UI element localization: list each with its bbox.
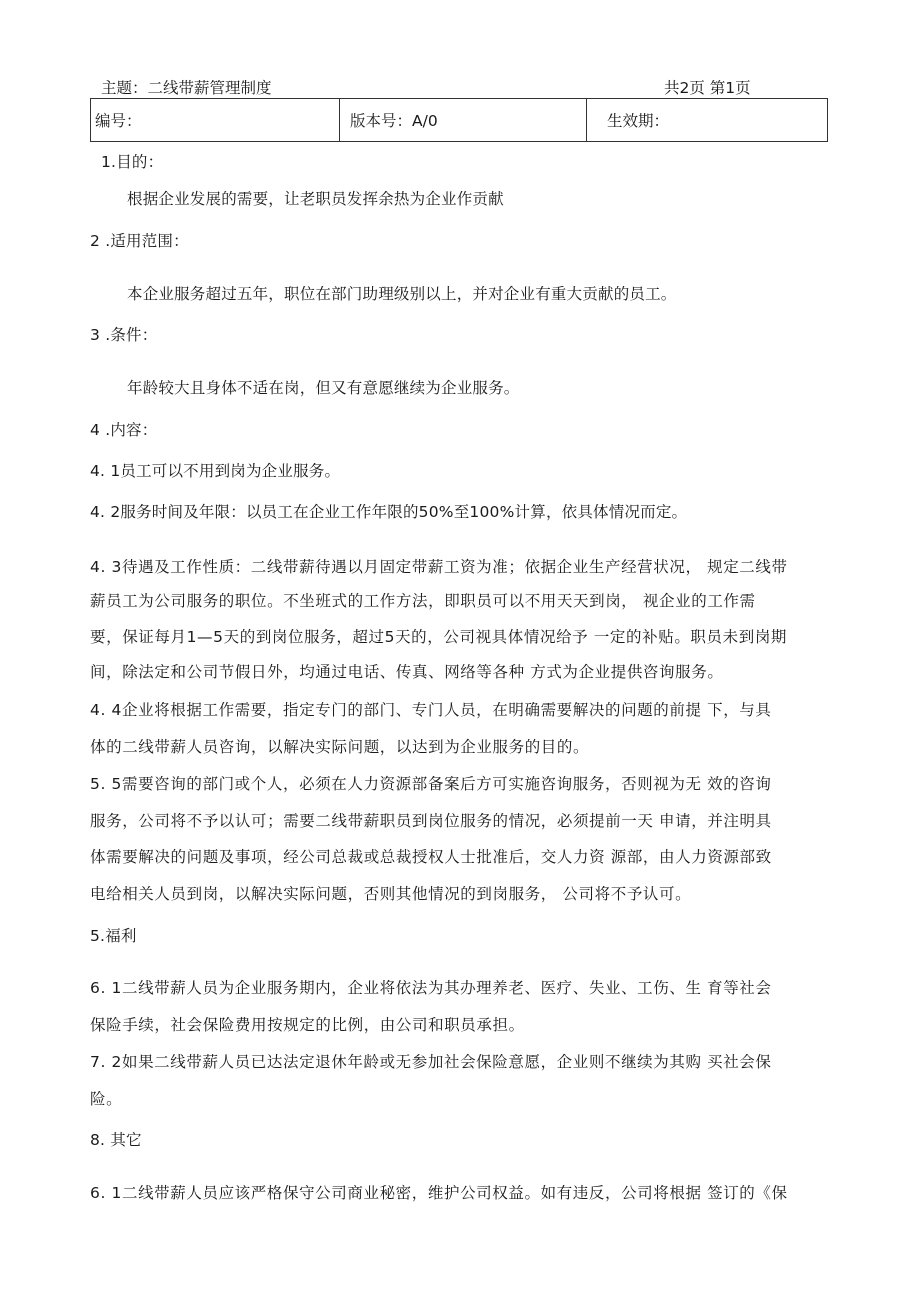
effective-date-cell: 生效期： bbox=[587, 99, 828, 142]
clause-5-5-line: 体需要解决的问题及事项，经公司总裁或总裁授权人士批准后，交人力资 源部，由人力资源部致 bbox=[90, 848, 772, 866]
section-4-title: 4 .内容： bbox=[90, 421, 158, 439]
document-meta-table bbox=[90, 98, 828, 142]
clause-6-1-line: 保险手续，社会保险费用按规定的比例，由公司和职员承担。 bbox=[90, 1016, 525, 1034]
section-5-title: 5.福利 bbox=[90, 927, 137, 945]
clause-4-3-line: 要，保证每月1—5天的到岗位服务，超过5天的，公司视具体情况给予 一定的补贴。职员未到岗期 bbox=[90, 628, 788, 646]
clause-7-2-line: 7. 2如果二线带薪人员已达法定退休年龄或无参加社会保险意愿，企业则不继续为其购 买社会保 bbox=[90, 1053, 772, 1071]
version-cell: 版本号：A/0 bbox=[340, 99, 587, 142]
clause-4-3-line: 薪员工为公司服务的职位。不坐班式的工作方法，即职员可以不用天天到岗， 视企业的工作需 bbox=[90, 592, 756, 610]
clause-6-1-line: 6. 1二线带薪人员为企业服务期内，企业将依法为其办理养老、医疗、失业、工伤、生 育等社会 bbox=[90, 979, 772, 997]
clause-4-3-line: 间，除法定和公司节假日外，均通过电话、传真、网络等各种 方式为企业提供咨询服务。 bbox=[90, 663, 724, 681]
clause-4-2: 4. 2服务时间及年限：以员工在企业工作年限的50%至100%计算，依具体情况而定。 bbox=[90, 503, 688, 521]
section-3-title: 3 .条件： bbox=[90, 326, 158, 344]
clause-5-5-line: 电给相关人员到岗，以解决实际问题，否则其他情况的到岗服务， 公司将不予认可。 bbox=[90, 885, 692, 903]
document-subject: 主题：二线带薪管理制度 bbox=[101, 79, 272, 97]
number-cell: 编号： bbox=[91, 99, 340, 142]
clause-5-5-line: 服务，公司将不予以认可；需要二线带薪职员到岗位服务的情况，必须提前一天 申请，并注明具 bbox=[90, 812, 772, 830]
clause-5-5-line: 5. 5需要咨询的部门或个人，必须在人力资源部备案后方可实施咨询服务，否则视为无 效的咨询 bbox=[90, 775, 772, 793]
section-2-title: 2 .适用范围： bbox=[90, 232, 189, 250]
section-1-body: 根据企业发展的需要，让老职员发挥余热为企业作贡献 bbox=[127, 190, 504, 208]
section-2-body: 本企业服务超过五年，职位在部门助理级别以上，并对企业有重大贡献的员工。 bbox=[127, 285, 677, 303]
clause-4-1: 4. 1员工可以不用到岗为企业服务。 bbox=[90, 462, 341, 480]
section-8-title: 8. 其它 bbox=[90, 1131, 142, 1149]
clause-7-2-line: 险。 bbox=[90, 1090, 123, 1108]
page-counter: 共2页 第1页 bbox=[664, 79, 751, 97]
clause-8-1-line: 6. 1二线带薪人员应该严格保守公司商业秘密，维护公司权益。如有违反，公司将根据 签订的《保 bbox=[90, 1184, 788, 1202]
section-1-title: 1.目的： bbox=[101, 153, 164, 171]
clause-4-3-line: 4. 3待遇及工作性质：二线带薪待遇以月固定带薪工资为准；依据企业生产经营状况， 规定二线带 bbox=[90, 558, 788, 576]
clause-4-4-line: 4. 4企业将根据工作需要，指定专门的部门、专门人员，在明确需要解决的问题的前提 下，与具 bbox=[90, 701, 772, 719]
clause-4-4-line: 体的二线带薪人员咨询，以解决实际问题，以达到为企业服务的目的。 bbox=[90, 738, 590, 756]
section-3-body: 年龄较大且身体不适在岗，但又有意愿继续为企业服务。 bbox=[127, 379, 520, 397]
